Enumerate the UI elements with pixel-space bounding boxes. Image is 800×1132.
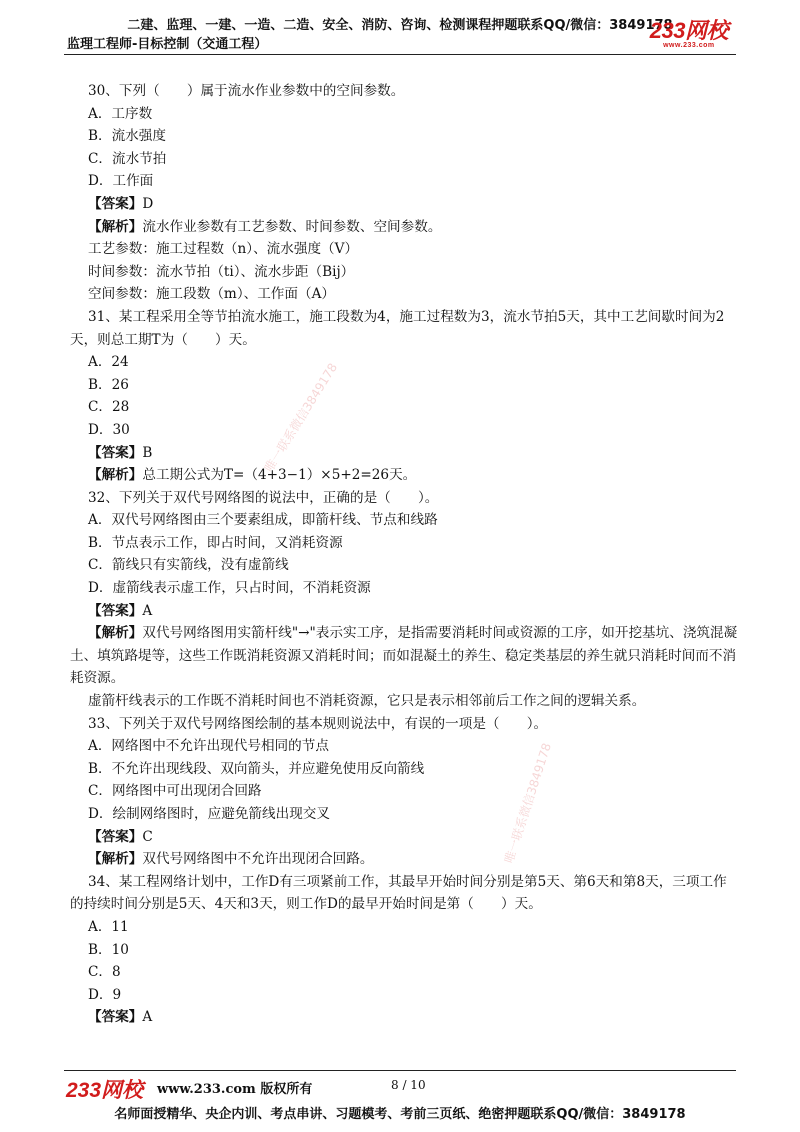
line-text: A．工序数 <box>88 105 153 122</box>
line-text: 空间参数：施工段数（m）、工作面（A） <box>88 286 335 303</box>
answer-key-label: 【答案】 <box>88 444 143 461</box>
question-line <box>70 306 738 351</box>
option-line <box>88 780 738 803</box>
answer-key-label: 【答案】 <box>88 195 143 212</box>
line-text: C．8 <box>88 964 121 981</box>
option-line <box>88 419 738 442</box>
answer-key-label: 【解析】 <box>88 467 143 484</box>
line-text: 虚箭杆线表示的工作既不消耗时间也不消耗资源，它只是表示相邻前后工作之间的逻辑关系。 <box>88 693 646 710</box>
option-line <box>88 261 738 284</box>
option-line <box>88 939 738 962</box>
option-line <box>88 238 738 261</box>
question-line <box>88 80 738 103</box>
line-text: A．网络图中不允许出现代号相同的节点 <box>88 738 329 755</box>
line-text: D．工作面 <box>88 173 154 190</box>
line-text: B．流水强度 <box>88 128 166 145</box>
line-text: D．虚箭线表示虚工作，只占时间，不消耗资源 <box>88 580 371 597</box>
line-text: D <box>142 195 154 212</box>
line-text: 34、某工程网络计划中，工作D有三项紧前工作，其最早开始时间分别是第5天、第6天和第8天，三项工作的持续时间分别是5天、4天和3天，则工作D的最早开始时间是第（ ）天。 <box>70 873 727 913</box>
line-text: 30、下列（ ）属于流水作业参数中的空间参数。 <box>88 83 405 99</box>
line-text: B．节点表示工作，即占时间，又消耗资源 <box>88 534 343 551</box>
line-text: A <box>142 602 153 619</box>
answer-key-label: 【答案】 <box>88 1009 143 1026</box>
line-text: A．11 <box>88 918 129 935</box>
line-text: 工艺参数：施工过程数（n）、流水强度（V） <box>88 241 359 258</box>
option-line <box>88 735 738 758</box>
line-text: 33、下列关于双代号网络图绘制的基本规则说法中，有误的一项是（ ）。 <box>88 715 548 732</box>
option-line <box>88 103 738 126</box>
line-text: D．绘制网络图时，应避免箭线出现交叉 <box>88 806 330 822</box>
line-text: C．28 <box>88 399 130 416</box>
answer-line <box>88 442 738 465</box>
watermark: 唯一联系微信3849178 <box>261 360 341 475</box>
answer-key-label: 【答案】 <box>88 602 143 619</box>
option-line <box>88 758 738 781</box>
line-text: A <box>142 1009 153 1026</box>
option-line <box>88 125 738 148</box>
footer-divider <box>64 1070 736 1071</box>
document-subtitle: 监理工程师-目标控制（交通工程） <box>67 37 268 52</box>
line-text: D．30 <box>88 421 130 438</box>
document-body <box>70 80 738 1029</box>
question-line <box>70 871 738 916</box>
brand-logo-text: 233网校 <box>649 18 728 43</box>
option-line <box>88 577 738 600</box>
answer-key-label: 【答案】 <box>88 828 143 845</box>
line-text: 双代号网络图中不允许出现闭合回路。 <box>142 851 374 868</box>
option-line <box>88 283 738 306</box>
line-text: 时间参数：流水节拍（ti）、流水步距（Bij） <box>88 263 355 280</box>
option-line <box>88 803 738 826</box>
line-text: B．不允许出现线段、双向箭头，并应避免使用反向箭线 <box>88 760 425 777</box>
answer-line <box>88 464 738 487</box>
line-text: D．9 <box>88 986 122 1003</box>
answer-line <box>88 600 738 623</box>
answer-line <box>88 826 738 849</box>
option-line <box>88 532 738 555</box>
footer-copyright: www.233.com 版权所有 <box>157 1082 313 1097</box>
line-text: C <box>142 828 153 845</box>
option-line <box>88 374 738 397</box>
answer-key-label: 【解析】 <box>88 218 143 235</box>
header-contact-line: 二建、监理、一建、一造、二造、安全、消防、咨询、检测课程押题联系QQ/微信：3849178 <box>127 18 673 33</box>
option-line <box>88 396 738 419</box>
option-line <box>88 916 738 939</box>
answer-key-label: 【解析】 <box>88 851 143 868</box>
line-text: C．箭线只有实箭线，没有虚箭线 <box>88 557 289 574</box>
brand-logo <box>650 20 728 50</box>
option-line <box>88 509 738 532</box>
line-text: C．网络图中可出现闭合回路 <box>88 783 262 800</box>
option-line <box>88 351 738 374</box>
line-text: 双代号网络图用实箭杆线"→"表示实工序，是指需要消耗时间或资源的工序，如开挖基坑、浇筑混凝土、填筑路堤等，这些工作既消耗资源又消耗时间；而如混凝土的养生、稳定类基层的养生就只消耗时间而不消耗资源。 <box>70 625 738 687</box>
brand-logo-url: www.233.com <box>663 42 715 49</box>
option-line <box>88 690 738 713</box>
answer-line <box>88 216 738 239</box>
page-number: 8 / 10 <box>391 1078 426 1092</box>
line-text: B．26 <box>88 376 129 393</box>
answer-line <box>88 193 738 216</box>
line-text: B <box>142 444 153 461</box>
question-line <box>88 487 738 510</box>
answer-key-label: 【解析】 <box>88 625 143 642</box>
line-text: 32、下列关于双代号网络图的说法中，正确的是（ ）。 <box>88 489 439 506</box>
answer-line <box>88 848 738 871</box>
line-text: A．双代号网络图由三个要素组成，即箭杆线、节点和线路 <box>88 512 438 529</box>
option-line <box>88 170 738 193</box>
line-text: 流水作业参数有工艺参数、时间参数、空间参数。 <box>142 218 442 235</box>
line-text: B．10 <box>88 941 129 958</box>
option-line <box>88 984 738 1007</box>
header-divider <box>64 54 736 55</box>
footer-promo-line: 名师面授精华、央企内训、考点串讲、习题模考、考前三页纸、绝密押题联系QQ/微信：3849178 <box>114 1107 686 1122</box>
footer-logo: 233网校 <box>66 1079 144 1102</box>
question-line <box>88 713 738 736</box>
option-line <box>88 554 738 577</box>
line-text: C．流水节拍 <box>88 150 167 167</box>
option-line <box>88 961 738 984</box>
option-line <box>88 148 738 171</box>
line-text: 总工期公式为T=（4+3−1）×5+2=26天。 <box>142 467 417 484</box>
answer-line <box>88 1006 738 1029</box>
answer-line <box>70 622 738 690</box>
line-text: A．24 <box>88 354 129 371</box>
watermark: 唯一联系微信3849178 <box>501 741 554 865</box>
line-text: 31、某工程采用全等节拍流水施工，施工段数为4，施工过程数为3，流水节拍5天，其中工艺间歇时间为2天，则总工期T为（ ）天。 <box>70 308 725 348</box>
